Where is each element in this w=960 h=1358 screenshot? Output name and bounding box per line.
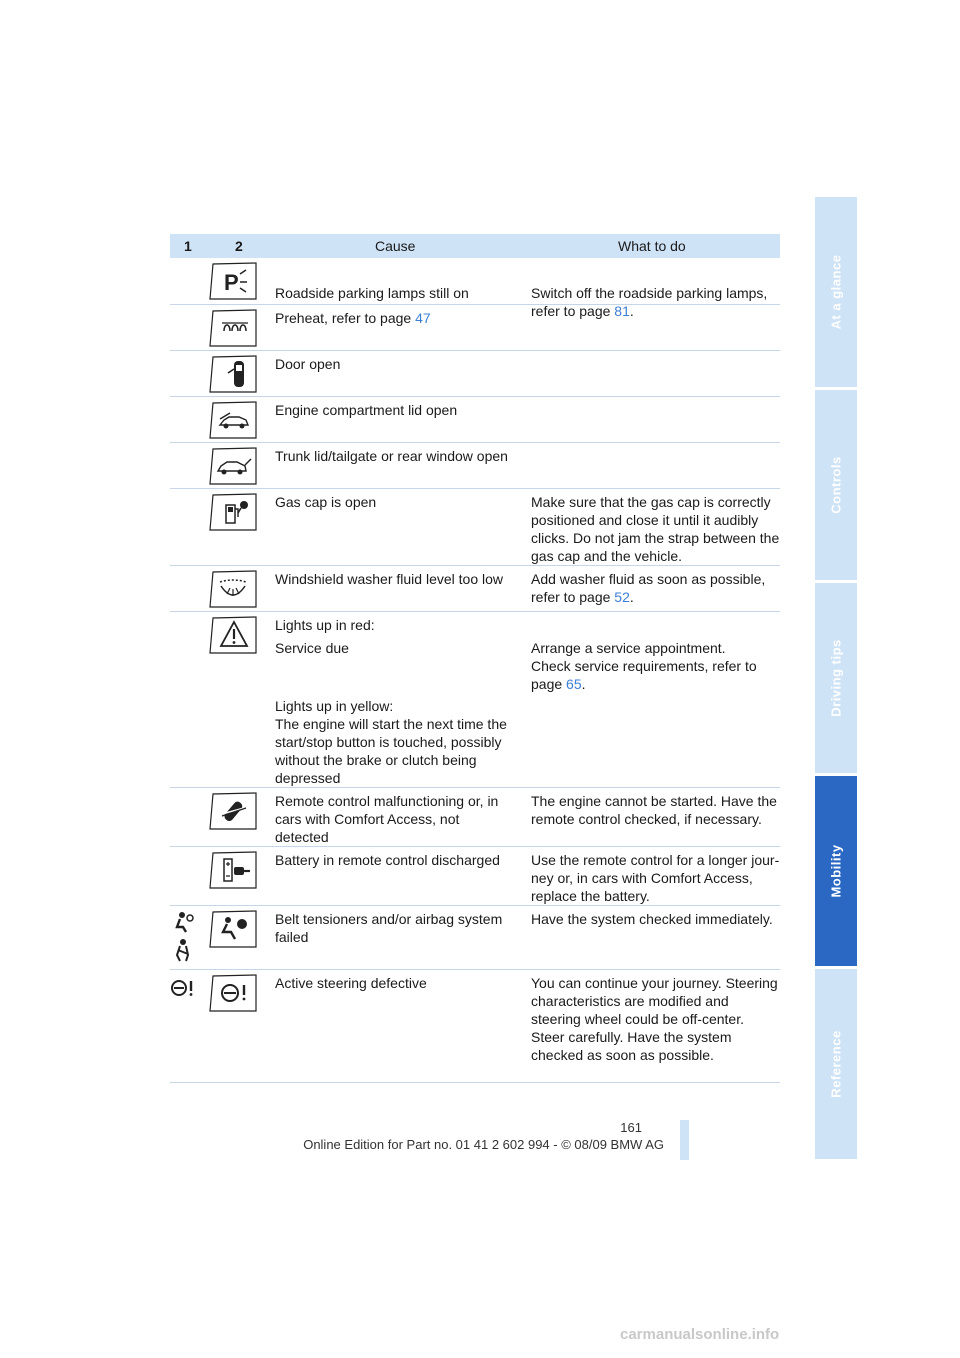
table-row: [170, 305, 780, 351]
todo-text: The engine cannot be started. Have the remote control checked, if necessary.: [531, 793, 777, 827]
table-header: [170, 234, 780, 258]
footer-bar: [680, 1120, 689, 1160]
cause-text: [275, 309, 515, 327]
cause-text: Active steering defective: [275, 975, 427, 991]
table-row: [170, 397, 780, 443]
tab-label: Driving tips: [828, 639, 844, 717]
table-row: [170, 788, 780, 847]
todo-text: Have the system checked immediately.: [531, 911, 773, 927]
cause-text: Engine compartment lid open: [275, 402, 458, 418]
tab-label: Mobility: [828, 844, 844, 898]
table-row: [170, 443, 780, 489]
remote-battery-icon: [208, 851, 258, 889]
tab-driving-tips[interactable]: [815, 583, 857, 773]
preheat-icon: [208, 309, 258, 347]
cause-text: Remote control malfunctioning or, in cars with Comfort Access, not detected: [275, 793, 499, 845]
tab-at-a-glance[interactable]: [815, 197, 857, 387]
todo-text: Make sure that the gas cap is correctly positioned and close it until it audibly clicks. Do not jam the strap between the gas cap and the vehicle.: [531, 494, 780, 564]
cause-text: Windshield washer fluid level too low: [275, 571, 503, 587]
todo-text: You can continue your journey. Steering characteristics are modified and steering wheel could be off-center. Steer carefully. Have the system checked as soon as possible.: [531, 975, 778, 1063]
page-link[interactable]: 65: [566, 676, 582, 692]
header-cause: Cause: [375, 238, 416, 254]
todo-text-part: Add washer fluid as soon as possible, refer to page: [531, 571, 766, 605]
tab-label: Controls: [828, 456, 844, 514]
todo-line: Arrange a service appointment.: [531, 640, 726, 656]
table-row: [170, 489, 780, 566]
cause-text: Battery in remote control discharged: [275, 852, 500, 868]
todo-line: [531, 657, 781, 693]
warning-triangle-icon: [208, 616, 258, 654]
red-label: Lights up in red:: [275, 617, 375, 633]
todo-text-part: Switch off the roadside parking lamps, refer to page: [531, 285, 768, 319]
gas-cap-icon: [208, 493, 258, 531]
passenger-airbag-icon: [173, 938, 193, 962]
steering-warning-icon: [170, 978, 196, 998]
door-open-icon: [208, 355, 258, 393]
todo-text-part: .: [629, 589, 634, 605]
steering-icon: [208, 974, 258, 1012]
table-row: [170, 351, 780, 397]
header-col2: 2: [235, 238, 243, 254]
cause-text: The engine will start the next time the start/stop button is touched, possibly without the brake or clutch being depressed: [275, 716, 507, 786]
tab-mobility[interactable]: [815, 776, 857, 966]
trunk-open-icon: [208, 447, 258, 485]
todo-text-part: Check service requirements, refer to page: [531, 658, 757, 692]
tab-controls[interactable]: [815, 390, 857, 580]
todo-text-part: .: [581, 676, 586, 692]
todo-text: [531, 639, 781, 693]
todo-text: [531, 570, 781, 606]
seat-belt-airbag-icon: [170, 910, 194, 934]
todo-text-part: .: [629, 303, 634, 319]
cause-text: Door open: [275, 356, 341, 372]
cause-text: Service due: [275, 640, 349, 656]
svg-text:P: P: [224, 270, 239, 295]
page-link[interactable]: 52: [614, 589, 630, 605]
tab-label: At a glance: [828, 254, 844, 330]
airbag-icon: [208, 910, 258, 948]
tab-reference[interactable]: [815, 969, 857, 1159]
tab-label: Reference: [828, 1030, 844, 1098]
table-row: [170, 566, 780, 612]
cause-text-part: Preheat, refer to page: [275, 310, 416, 326]
page-link[interactable]: 81: [614, 303, 630, 319]
cause-text: Gas cap is open: [275, 494, 377, 510]
cause-text: Roadside parking lamps still on: [275, 285, 469, 301]
yellow-label: Lights up in yellow:: [275, 698, 394, 714]
parking-lamps-icon: [208, 262, 258, 300]
remote-malfunction-icon: [208, 792, 258, 830]
table-row: [170, 612, 780, 788]
table-row: [170, 906, 780, 970]
watermark: carmanualsonline.info: [620, 1326, 780, 1343]
cause-text: Belt tensioners and/or airbag system failed: [275, 911, 503, 945]
hood-open-icon: [208, 401, 258, 439]
table-row: [170, 970, 780, 1083]
page-number: 161: [620, 1120, 642, 1135]
header-what-to-do: What to do: [618, 238, 686, 254]
todo-text: Use the remote control for a longer jour-ney or, in cars with Comfort Access, replace the battery.: [531, 852, 780, 904]
footer-text: Online Edition for Part no. 01 41 2 602 994 - © 08/09 BMW AG: [303, 1137, 664, 1152]
washer-fluid-icon: [208, 570, 258, 608]
section-tabs: [815, 197, 857, 1160]
cause-text: Trunk lid/tailgate or rear window open: [275, 448, 508, 464]
table-row: [170, 847, 780, 906]
indicator-table: [170, 234, 780, 1083]
page-link[interactable]: 47: [415, 310, 431, 326]
header-col1: 1: [184, 238, 192, 254]
